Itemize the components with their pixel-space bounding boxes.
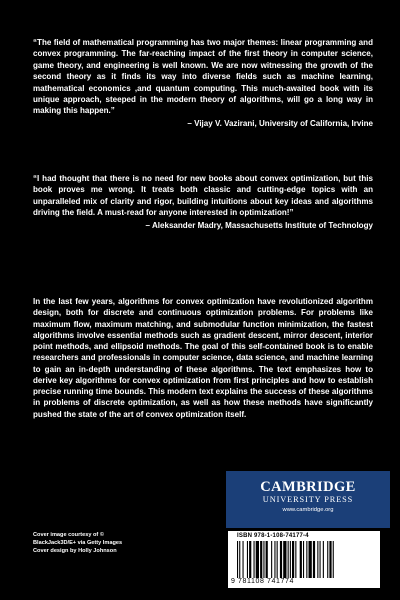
endorsement-quote-madry xyxy=(33,173,373,231)
cover-credits xyxy=(33,531,203,555)
quote-text: “I had thought that there is no need for new books about convex optimization, but this book proves me wrong. It treats both classic and cutting-edge topics with an unparalleled mix of clarity and rigor, building intuitions about key ideas and algorithms driving the field. A must-read for anyone interested in optimization!” xyxy=(33,174,373,218)
quote-text: “The field of mathematical programming has two major themes: linear programming and convex programming. The far-reaching impact of the first theory in computer science, game theory, and engineering is well known. We are now witnessing the growth of the second theory as it finds its way into diverse fields such as machine learning, mathematical economics ,and quantum computing. This much-awaited book with its unique approach, steeped in the modern theory of algorithms, will go a long way in making this happen.” xyxy=(33,38,373,116)
publisher-name: CAMBRIDGE xyxy=(260,479,356,495)
publisher-url: www.cambridge.org xyxy=(282,507,334,513)
description-text: In the last few years, algorithms for convex optimization have revolutionized algorithm design, both for discrete and continuous optimization problems. For problems like maximum flow, maximum matching, and submodular function minimization, the fastest algorithms involve essential methods such as gradient descent, mirror descent, interior point methods, and ellipsoid methods. The goal of this self-contained book is to enable researchers and professionals in computer science, data science, and machine learning to gain an in-depth understanding of these algorithms. The text emphasizes how to derive key algorithms for convex optimization from first principles and how to establish precise running time bounds. This modern text explains the success of these algorithms in problems of discrete optimization, as well as how these methods have significantly pushed the state of the art of convex optimization itself. xyxy=(33,297,373,419)
credit-line: Cover image courtesy of © xyxy=(33,532,104,538)
barcode-bars xyxy=(237,541,371,578)
endorsement-quote-vazirani xyxy=(33,37,373,129)
publisher-press: UNIVERSITY PRESS xyxy=(262,495,354,504)
quote-attribution: – Vijay V. Vazirani, University of California, Irvine xyxy=(187,118,373,128)
isbn-barcode xyxy=(228,531,380,588)
barcode-digits: 9 781108 741774 xyxy=(231,578,294,585)
quote-attribution: – Aleksander Madry, Massachusetts Institute of Technology xyxy=(145,220,373,230)
credit-line: Cover design by Holly Johnson xyxy=(33,548,117,555)
isbn-label: ISBN 978-1-108-74177-4 xyxy=(237,533,309,539)
credit-line: BlackJack3D/E+ via Getty Images xyxy=(33,540,123,547)
publisher-logo xyxy=(226,471,390,528)
book-description xyxy=(33,296,373,420)
